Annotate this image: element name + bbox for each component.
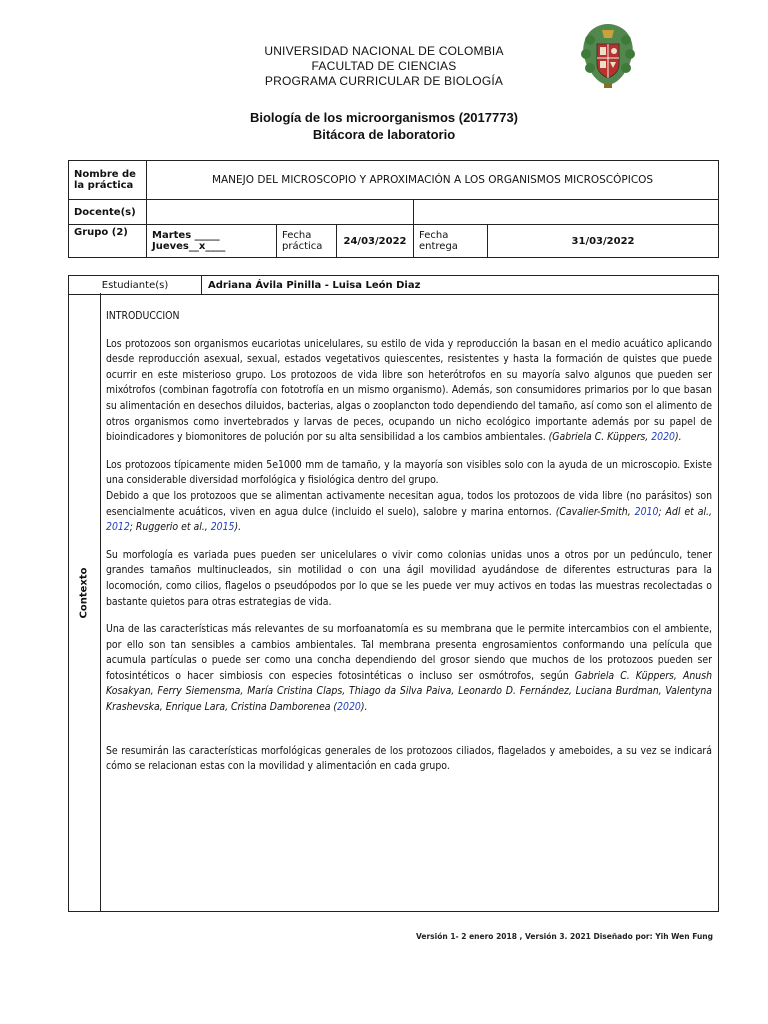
group-label: Grupo (2) <box>69 225 147 258</box>
practice-info-table <box>68 160 719 258</box>
citation-2c-year[interactable]: 2015 <box>210 521 235 534</box>
practice-name: MANEJO DEL MICROSCOPIO Y APROXIMACIÓN A LOS ORGANISMOS MICROSCÓPICOS <box>147 161 719 200</box>
citation-2b-year[interactable]: 2012 <box>106 521 130 534</box>
citation-2-end: ). <box>234 521 242 534</box>
citation-2c: ; Ruggerio et al., <box>129 521 211 534</box>
log-subtitle: Bitácora de laboratorio <box>312 127 456 142</box>
context-body <box>106 309 712 787</box>
paragraph-5: Se resumirán las características morfológicas generales de los protozoos ciliados, flagelados y ameboides, a su vez se indicará cómo se relacionan estas con la movilidad y alimentación en cada grupo. <box>106 744 712 773</box>
date-delivery-label: Fecha entrega <box>414 225 488 258</box>
group-days <box>147 225 277 258</box>
students-row <box>68 275 719 295</box>
course-title: Biología de los microorganismos (2017773) <box>249 110 519 125</box>
university-crest-icon <box>578 20 638 90</box>
citation-1: (Gabriela C. Küppers, <box>548 431 652 444</box>
paragraph-4-text: Una de las características más relevantes de su morfoanatomía es su membrana que le permite intercambios con el ambiente, por ello son tan sensibles a cambios ambientales. Tal membrana presenta engrosamientos conformando una película que acumula partículas o puede ser como una concha dependiendo del grosor siendo que muchos de los protozoos pueden ser fotosintéticos o hacer simbiosis con especies fotosintéticas o incluso ser osmótrofos, según <box>106 623 712 682</box>
citation-4-authors: Gabriela C. Küppers, Anush Kosakyan, Ferry Siemensma, María Cristina Claps, Thiago da Silva Paiva, Leonardo D. Fernández, Luciana Burdman, Valentyna Krashevska, Enrique Lara, Cristina Damborenea ( <box>106 669 713 714</box>
faculty-name: FACULTAD DE CIENCIAS <box>311 59 457 73</box>
citation-2a-year[interactable]: 2010 <box>634 505 659 518</box>
document-header <box>0 44 768 89</box>
version-footer: Versión 1- 2 enero 2018 , Versión 3. 2021 Diseñado por: Yih Wen Fung <box>416 932 713 941</box>
paragraph-2a: Los protozoos típicamente miden 5e1000 mm de tamaño, y la mayoría son visibles solo con la ayuda de un microscopio. Existe una considerable diversidad morfológica y fisiológica dentro del grupo. <box>106 458 712 487</box>
university-name: UNIVERSIDAD NACIONAL DE COLOMBIA <box>264 44 504 58</box>
context-section <box>68 293 719 912</box>
date-practice-label: Fecha práctica <box>277 225 337 258</box>
paragraph-2b <box>106 489 712 536</box>
citation-4-year[interactable]: 2020 <box>337 701 361 714</box>
paragraph-3: Su morfología es variada pues pueden ser unicelulares o vivir como colonias unidas unos a otros por un pedúnculo, tener grandes tamaños multinucleados, sin motilidad o con una ágil movilidad ayudándose de diferentes estructuras para la locomoción, como cilios, flagelos o pseudópodos por lo que se les puede ver muy activos en todas las muestras recolectadas o bastante quietos para otras estrategias de vida. <box>106 548 712 608</box>
teacher-label: Docente(s) <box>69 200 147 225</box>
intro-heading: INTRODUCCION <box>106 310 180 322</box>
citation-1-year[interactable]: 2020 <box>651 431 676 444</box>
citation-2b: ; Adl et al., <box>658 505 712 518</box>
citation-4-end: ). <box>360 701 368 714</box>
citation-1-end: ). <box>675 431 682 444</box>
context-label: Contexto <box>78 567 90 619</box>
practice-label: Nombre de la práctica <box>69 161 147 200</box>
day-tuesday: Martes _____ <box>152 230 220 241</box>
paragraph-4 <box>106 622 712 716</box>
students-value: Adriana Ávila Pinilla - Luisa León Diaz <box>208 279 421 291</box>
date-practice-value: 24/03/2022 <box>337 225 414 258</box>
paragraph-1 <box>106 337 712 446</box>
paragraph-2b-text: Debido a que los protozoos que se alimentan activamente necesitan agua, todos los protozoos de vida libre (no parásitos) son esencialmente acuáticos, viven en agua dulce (incluido el suelo), salobre y marina entornos. <box>106 489 712 518</box>
document-title <box>0 109 768 143</box>
context-side-column <box>69 293 101 911</box>
date-delivery-value: 31/03/2022 <box>488 225 719 258</box>
paragraph-1-text: Los protozoos son organismos eucariotas unicelulares, su estilo de vida y reproducción la basan en el medio acuático aplicando desde reproducción asexual, sexual, estados vegetativos quiescentes, resistentes y hasta la formación de quistes que puede ocurrir en este misterioso grupo. Los protozoos de vida libre son heterótrofos en su mayoría salvo algunos que pueden ser mixótrofos (combinan fagotrofía con fototrofía en un mismo organismo). Además, son consumidores primarios por lo que basan su alimentación en desechos diluidos, bacterias, algas o zooplancton todo dependiendo del tamaño, así como son el alimento de otros organismos como invertebrados y larvas de peces, ocupando un nicho ecológico importante además por su papel de bioindicadores y biomonitores de polución por su alta sensibilidad a los cambios ambientales. <box>106 337 712 444</box>
students-label: Estudiante(s) <box>69 276 202 294</box>
citation-2a: (Cavalier-Smith, <box>555 505 635 518</box>
program-name: PROGRAMA CURRICULAR DE BIOLOGÍA <box>264 74 504 88</box>
teacher-value-extra <box>414 200 719 225</box>
teacher-value <box>147 200 414 225</box>
day-thursday: Jueves__x____ <box>152 241 226 252</box>
